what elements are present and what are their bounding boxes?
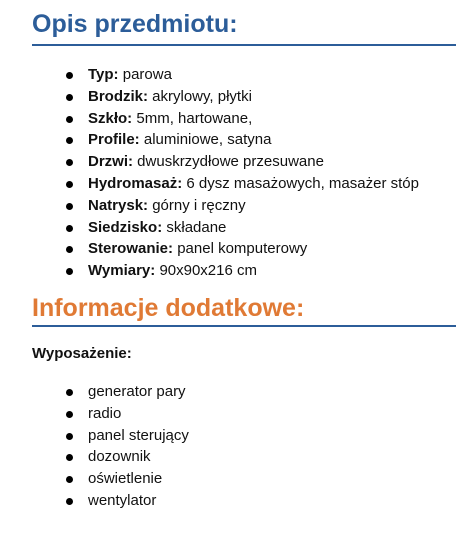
bullet-icon <box>66 246 73 253</box>
spec-item-type: Typ: parowa <box>60 64 419 86</box>
bullet-icon <box>66 116 73 123</box>
bullet-icon <box>66 476 73 483</box>
spec-item-tray: Brodzik: akrylowy, płytki <box>60 86 419 108</box>
section-divider <box>32 44 456 46</box>
equipment-item: radio <box>60 403 189 425</box>
spec-item-dimensions: Wymiary: 90x90x216 cm <box>60 260 419 282</box>
equipment-item: wentylator <box>60 490 189 512</box>
spec-item-doors: Drzwi: dwuskrzydłowe przesuwane <box>60 151 419 173</box>
section-title-additional-info: Informacje dodatkowe: <box>32 294 305 322</box>
spec-item-control: Sterowanie: panel komputerowy <box>60 238 419 260</box>
bullet-icon <box>66 268 73 275</box>
bullet-icon <box>66 225 73 232</box>
equipment-item: dozownik <box>60 446 189 468</box>
bullet-icon <box>66 137 73 144</box>
equipment-item: generator pary <box>60 381 189 403</box>
section-title-description: Opis przedmiotu: <box>32 10 238 38</box>
bullet-icon <box>66 159 73 166</box>
spec-item-seat: Siedzisko: składane <box>60 217 419 239</box>
equipment-heading: Wyposażenie: <box>32 345 132 362</box>
spec-item-glass: Szkło: 5mm, hartowane, <box>60 108 419 130</box>
equipment-item: panel sterujący <box>60 425 189 447</box>
spec-item-profiles: Profile: aluminiowe, satyna <box>60 129 419 151</box>
bullet-icon <box>66 433 73 440</box>
bullet-icon <box>66 72 73 79</box>
bullet-icon <box>66 498 73 505</box>
bullet-icon <box>66 411 73 418</box>
bullet-icon <box>66 181 73 188</box>
section-divider <box>32 325 456 327</box>
bullet-icon <box>66 94 73 101</box>
equipment-item: oświetlenie <box>60 468 189 490</box>
spec-item-shower: Natrysk: górny i ręczny <box>60 195 419 217</box>
bullet-icon <box>66 454 73 461</box>
bullet-icon <box>66 389 73 396</box>
equipment-list <box>60 381 189 512</box>
spec-list <box>60 64 419 282</box>
spec-item-hydromassage: Hydromasaż: 6 dysz masażowych, masażer stóp <box>60 173 419 195</box>
bullet-icon <box>66 203 73 210</box>
